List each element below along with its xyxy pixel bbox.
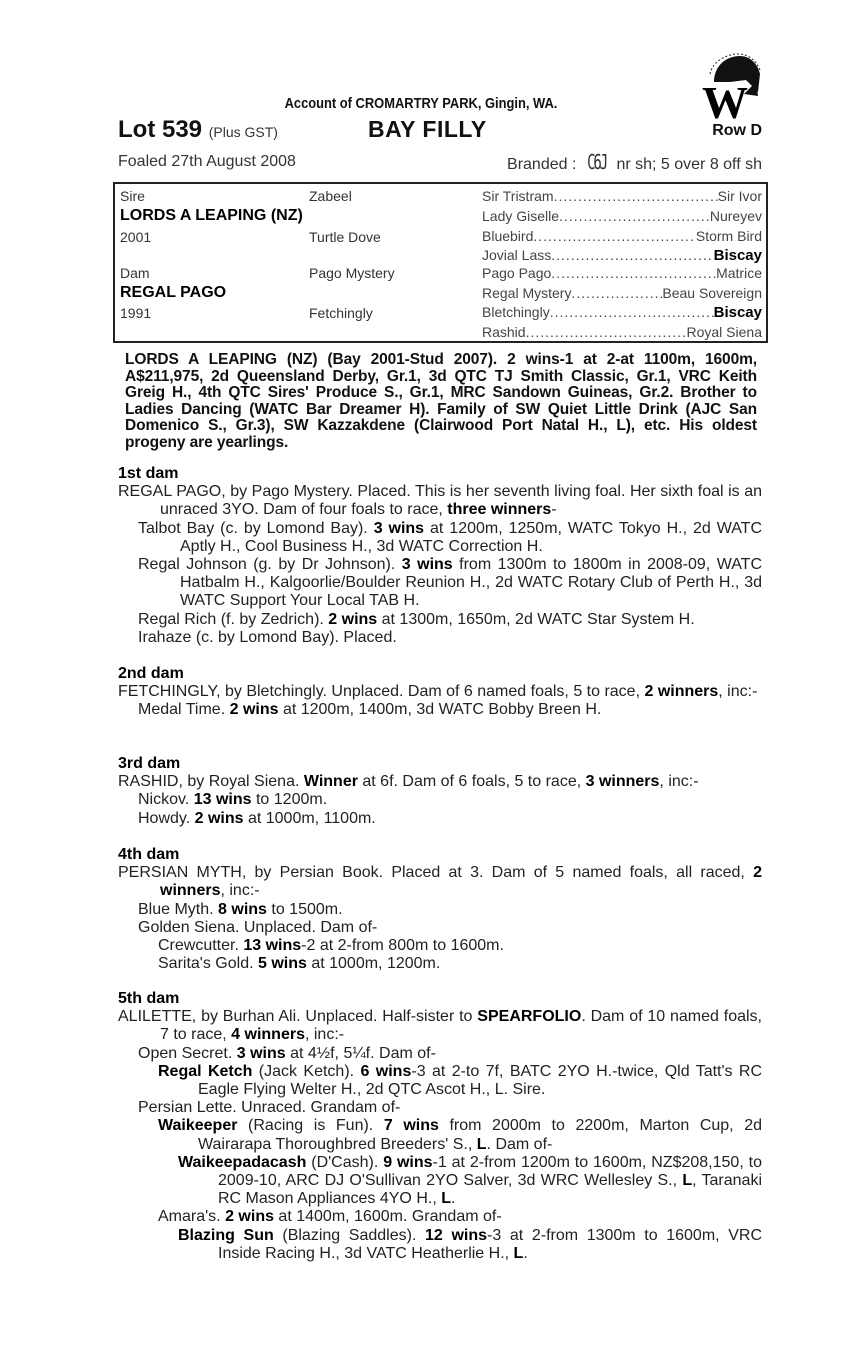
text: to 1200m. bbox=[251, 791, 328, 809]
bold-text: 8 wins bbox=[218, 900, 267, 918]
text: at 1000m, 1200m. bbox=[306, 955, 441, 973]
pedigree-table bbox=[113, 182, 768, 343]
bold-text: Waikeeper bbox=[158, 1117, 238, 1135]
text: . bbox=[523, 1244, 528, 1262]
progeny-item bbox=[118, 955, 762, 973]
ancestor-left: Bluebird bbox=[482, 228, 534, 244]
dot-leader bbox=[550, 304, 714, 321]
bold-text: Waikeepadacash bbox=[178, 1153, 307, 1171]
section-heading: 3rd dam bbox=[118, 755, 181, 772]
foaled-date: Foaled 27th August 2008 bbox=[118, 153, 296, 170]
bold-text: 2 winners bbox=[160, 864, 762, 900]
ancestor-row bbox=[482, 265, 762, 281]
dot-leader bbox=[571, 285, 662, 301]
bold-text: 3 wins bbox=[236, 1044, 286, 1062]
sire-name: LORDS A LEAPING (NZ) bbox=[120, 207, 303, 224]
bold-text: three winners bbox=[447, 501, 552, 519]
ancestor-left: Rashid bbox=[482, 324, 526, 340]
text: Medal Time. bbox=[138, 701, 230, 719]
bold-text: Blazing Sun bbox=[178, 1226, 274, 1244]
bold-text: 2 wins bbox=[229, 701, 279, 719]
lot-number bbox=[118, 116, 278, 144]
sire-dam: Turtle Dove bbox=[309, 229, 381, 245]
text: (Blazing Saddles). bbox=[273, 1226, 426, 1244]
bold-text: 13 wins bbox=[243, 937, 302, 955]
progeny-item bbox=[118, 791, 762, 809]
bold-text: 7 wins bbox=[383, 1117, 439, 1135]
stable-row: Row D bbox=[712, 122, 762, 139]
ancestor-row bbox=[482, 247, 762, 264]
first-dam-section bbox=[118, 465, 762, 647]
bold-text: SPEARFOLIO bbox=[477, 1008, 582, 1026]
text: at 1000m, 1100m. bbox=[243, 809, 376, 827]
section-heading: 5th dam bbox=[118, 990, 180, 1007]
ancestor-row bbox=[482, 324, 762, 340]
bold-text: 3 wins bbox=[401, 556, 453, 574]
ancestor-left: Lady Giselle bbox=[482, 208, 560, 224]
brand-info bbox=[507, 150, 762, 174]
ancestor-right: Biscay bbox=[713, 304, 762, 321]
ancestor-left: Bletchingly bbox=[482, 304, 550, 320]
ancestor-row bbox=[482, 188, 762, 204]
vendor-account: Account of CROMARTRY PARK, Gingin, WA. bbox=[284, 95, 558, 112]
text: (Racing is Fun). bbox=[237, 1117, 384, 1135]
bold-text: 2 winners bbox=[644, 683, 719, 701]
bold-text: 2 wins bbox=[194, 809, 244, 827]
sire-year: 2001 bbox=[120, 229, 152, 245]
brand-mark: C6J bbox=[586, 150, 606, 174]
svg-text:W: W bbox=[702, 77, 748, 120]
bold-text: 4 winners bbox=[231, 1026, 305, 1044]
sire-summary: LORDS A LEAPING (NZ) (Bay 2001-Stud 2007). 2 wins-1 at 2-at 1100m, 1600m, A$211,975, 2d Queensland Derby, Gr.1, 3d QTC TJ Smith Classic, Gr.1, VRC Keith Greig H., 4th QTC Sires' Produce S., Gr.1, MRC Sandown Guineas, Gr.2. Brother to Ladies Dancing (WATC Bar Dreamer H). Family of SW Quiet Little Drink (AJC San Domenico S., Gr.3), SW Kazzakdene (Clairwood Port Natal H., L), etc. His oldest progeny are yearlings. bbox=[125, 351, 757, 451]
bold-text: Winner bbox=[303, 773, 358, 791]
progeny-item: Persian Lette. Unraced. Grandam of- bbox=[138, 1099, 401, 1117]
dot-leader bbox=[559, 208, 710, 224]
text: , inc:- bbox=[304, 1026, 345, 1044]
ancestor-left: Regal Mystery bbox=[482, 285, 572, 301]
text: -3 at 2-from 1300m to 1600m, VRC Inside Racing H., 3d VATC Heatherlie H., bbox=[218, 1226, 763, 1262]
bold-text: L bbox=[513, 1244, 524, 1262]
dam-sire: Pago Mystery bbox=[309, 265, 395, 281]
bold-text: 2 wins bbox=[225, 1208, 274, 1226]
text: REGAL PAGO, by Pago Mystery. Placed. This is her seventh living foal. Her sixth foal is an unraced 3YO. Dam of four foals to race, bbox=[118, 483, 762, 519]
text: Regal Johnson (g. by Dr Johnson). bbox=[138, 556, 402, 574]
text: Talbot Bay (c. by Lomond Bay). bbox=[138, 519, 374, 537]
fifth-dam-section bbox=[118, 990, 762, 1263]
ancestor-right: Beau Sovereign bbox=[662, 285, 762, 301]
text: , inc:- bbox=[659, 773, 699, 791]
dam-intro bbox=[118, 773, 762, 791]
progeny-item bbox=[118, 901, 762, 919]
text: -2 at 2-from 800m to 1600m. bbox=[301, 937, 504, 955]
ancestor-row bbox=[482, 208, 762, 224]
bold-text: 3 wins bbox=[373, 519, 425, 537]
horse-sex-colour: BAY FILLY bbox=[368, 116, 487, 142]
bold-text: 5 wins bbox=[257, 955, 307, 973]
section-heading: 1st dam bbox=[118, 465, 179, 482]
text: . bbox=[451, 1190, 456, 1208]
ancestor-right: Nureyev bbox=[709, 208, 762, 224]
third-dam-section bbox=[118, 755, 762, 828]
lot-header bbox=[118, 116, 762, 146]
dam-intro bbox=[118, 683, 762, 701]
text: to 1500m. bbox=[266, 900, 343, 918]
text: Nickov. bbox=[138, 791, 194, 809]
dot-leader bbox=[533, 228, 696, 244]
bold-text: 3 winners bbox=[585, 773, 660, 791]
text: , Taranaki RC Mason Appliances 4YO H., bbox=[218, 1172, 762, 1208]
dam-year: 1991 bbox=[120, 305, 152, 321]
bold-text: 6 wins bbox=[360, 1062, 412, 1080]
progeny-item bbox=[118, 701, 762, 719]
text: -3 at 2-to 7f, BATC 2YO H.-twice, Qld Tatt's RC Eagle Flying Welter H., 2d QTC Ascot H., L. Sire. bbox=[198, 1062, 763, 1099]
progeny-item bbox=[118, 937, 762, 955]
sire-label: Sire bbox=[120, 188, 145, 204]
bold-text: 12 wins bbox=[425, 1226, 488, 1244]
ancestor-right: Matrice bbox=[716, 265, 762, 281]
text: . Dam of- bbox=[486, 1135, 553, 1153]
branded-label: Branded : bbox=[507, 156, 577, 173]
dam-intro bbox=[118, 483, 762, 519]
text: Regal Rich (f. by Zedrich). bbox=[138, 610, 329, 628]
text: PERSIAN MYTH, by Persian Book. Placed at 3. Dam of 5 named foals, all raced, bbox=[118, 864, 754, 882]
progeny-item bbox=[118, 611, 762, 629]
section-heading: 2nd dam bbox=[118, 665, 184, 682]
text: RASHID, by Royal Siena. bbox=[118, 773, 304, 791]
lot-label: Lot 539 bbox=[118, 116, 203, 143]
progeny-item bbox=[118, 1063, 762, 1099]
bold-text: L bbox=[476, 1135, 487, 1153]
progeny-item: Golden Siena. Unplaced. Dam of- bbox=[138, 918, 378, 936]
section-heading: 4th dam bbox=[118, 846, 180, 863]
text: - bbox=[551, 501, 557, 519]
text: at 1300m, 1650m, 2d WATC Star System H. bbox=[377, 610, 695, 628]
text: from 1300m to 1800m in 2008-09, WATC Hatbalm H., Kalgoorlie/Boulder Reunion H., 2d WATC Rotary Club of Perth H., 3d WATC Support Your Local TAB H. bbox=[180, 556, 763, 610]
text: , inc:- bbox=[718, 683, 758, 701]
ancestor-right: Biscay bbox=[713, 247, 762, 264]
text: (Jack Ketch). bbox=[252, 1062, 361, 1080]
progeny-item bbox=[118, 1117, 762, 1153]
dam-dam: Fetchingly bbox=[309, 305, 373, 321]
text: at 1200m, 1400m, 3d WATC Bobby Breen H. bbox=[278, 701, 602, 719]
ancestor-left: Jovial Lass bbox=[482, 247, 552, 263]
sire-sire: Zabeel bbox=[309, 188, 352, 204]
bold-text: Regal Ketch bbox=[158, 1062, 253, 1080]
text: Amara's. bbox=[158, 1208, 226, 1226]
ancestor-left: Sir Tristram bbox=[482, 188, 554, 204]
dam-intro bbox=[118, 1008, 762, 1044]
text: FETCHINGLY, by Bletchingly. Unplaced. Dam of 6 named foals, 5 to race, bbox=[118, 683, 645, 701]
dot-leader bbox=[551, 247, 713, 264]
bold-text: L bbox=[441, 1190, 451, 1208]
progeny-item bbox=[118, 1154, 762, 1209]
text: . Dam of 10 named foals, 7 to race, bbox=[160, 1008, 762, 1044]
dam-intro bbox=[118, 864, 762, 900]
text: from 2000m to 2200m, Marton Cup, 2d Wairarapa Thoroughbred Breeders' S., bbox=[198, 1117, 762, 1153]
text: at 4½f, 5¼f. Dam of- bbox=[285, 1044, 436, 1062]
ancestor-left: Pago Pago bbox=[482, 265, 552, 281]
ancestor-row bbox=[482, 285, 762, 301]
progeny-item bbox=[118, 1208, 762, 1226]
text: ALILETTE, by Burhan Ali. Unplaced. Half-sister to bbox=[118, 1008, 478, 1026]
w-horse-logo-icon bbox=[700, 52, 762, 120]
ancestor-row bbox=[482, 304, 762, 321]
ancestor-right: Storm Bird bbox=[695, 228, 762, 244]
bold-text: 2 wins bbox=[328, 610, 378, 628]
bold-text: 9 wins bbox=[383, 1153, 433, 1171]
text: Sarita's Gold. bbox=[158, 955, 258, 973]
text: Open Secret. bbox=[138, 1044, 237, 1062]
text: at 1400m, 1600m. Grandam of- bbox=[273, 1208, 502, 1226]
text: , inc:- bbox=[220, 882, 260, 900]
ancestor-right: Royal Siena bbox=[686, 324, 762, 340]
dot-leader bbox=[526, 324, 687, 340]
text: Howdy. bbox=[138, 809, 195, 827]
second-dam-section bbox=[118, 665, 762, 720]
ancestor-row bbox=[482, 228, 762, 244]
branded-detail: nr sh; 5 over 8 off sh bbox=[616, 156, 762, 173]
text: -1 at 2-from 1200m to 1600m, NZ$208,150, to 2009-10, ARC DJ O'Sullivan 2YO Salver, 3d WRC Wellesley S., bbox=[218, 1153, 762, 1190]
ancestor-right: Sir Ivor bbox=[717, 188, 762, 204]
progeny-item bbox=[118, 1045, 762, 1063]
dam-label: Dam bbox=[120, 265, 150, 281]
text: Irahaze (c. by Lomond Bay). Placed. bbox=[138, 628, 397, 646]
progeny-item bbox=[118, 810, 762, 828]
progeny-item bbox=[118, 556, 762, 611]
text: at 6f. Dam of 6 foals, 5 to race, bbox=[357, 773, 586, 791]
dot-leader bbox=[554, 188, 718, 204]
text: at 1200m, 1250m, WATC Tokyo H., 2d WATC Aptly H., Cool Business H., 3d WATC Correction H. bbox=[180, 519, 763, 555]
text: Blue Myth. bbox=[138, 900, 219, 918]
dam-name: REGAL PAGO bbox=[120, 284, 227, 301]
fourth-dam-section bbox=[118, 846, 762, 973]
lot-note: (Plus GST) bbox=[208, 124, 278, 140]
progeny-item bbox=[118, 1227, 762, 1263]
progeny-item bbox=[118, 520, 762, 556]
text: Crewcutter. bbox=[158, 937, 244, 955]
bold-text: L bbox=[682, 1172, 693, 1190]
bold-text: 13 wins bbox=[193, 791, 252, 809]
dot-leader bbox=[551, 265, 716, 281]
progeny-item bbox=[118, 629, 762, 647]
text: (D'Cash). bbox=[306, 1153, 384, 1171]
